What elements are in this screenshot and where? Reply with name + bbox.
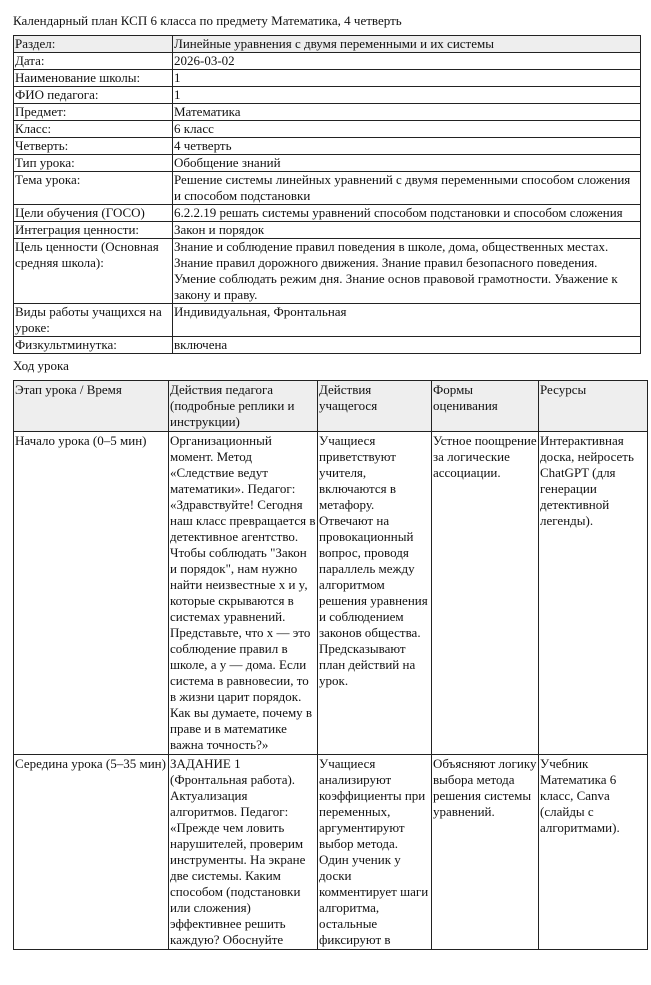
- info-row: [14, 155, 641, 172]
- info-row: [14, 205, 641, 222]
- info-value: Линейные уравнения с двумя переменными и их системы: [173, 36, 641, 53]
- info-label: ФИО педагога:: [14, 87, 173, 104]
- info-row: [14, 36, 641, 53]
- info-value: Закон и порядок: [173, 222, 641, 239]
- info-row: [14, 239, 641, 304]
- info-row: [14, 304, 641, 337]
- plan-cell: Интерактивная доска, нейросеть ChatGPT (для генерации детективной легенды).: [539, 432, 648, 755]
- info-label: Тема урока:: [14, 172, 173, 205]
- info-label: Предмет:: [14, 104, 173, 121]
- info-row: [14, 104, 641, 121]
- info-row: [14, 87, 641, 104]
- plan-cell: Начало урока (0–5 мин): [14, 432, 169, 755]
- info-value: 6 класс: [173, 121, 641, 138]
- info-value: Знание и соблюдение правил поведения в школе, дома, общественных местах. Знание правил дорожного движения. Знание правил безопасного поведения. Умение соблюдать режим дня. Знание основ правовой грамотности. Уважение к закону и праву.: [173, 239, 641, 304]
- info-label: Раздел:: [14, 36, 173, 53]
- info-row: [14, 70, 641, 87]
- info-label: Физкультминутка:: [14, 337, 173, 354]
- plan-cell: ЗАДАНИЕ 1 (Фронтальная работа). Актуализация алгоритмов. Педагог: «Прежде чем ловить нарушителей, проверим инструменты. На экране две системы. Каким способом (подстановки или сложения) эффективнее решить каждую? Обоснуйте: [169, 755, 318, 950]
- info-value: 1: [173, 87, 641, 104]
- plan-row: [14, 432, 648, 755]
- info-value: включена: [173, 337, 641, 354]
- info-label: Интеграция ценности:: [14, 222, 173, 239]
- plan-cell: Устное поощрение за логические ассоциации.: [432, 432, 539, 755]
- plan-column-header: Формы оценивания: [432, 381, 539, 432]
- info-row: [14, 53, 641, 70]
- info-value: Индивидуальная, Фронтальная: [173, 304, 641, 337]
- info-label: Цель ценности (Основная средняя школа):: [14, 239, 173, 304]
- info-row: [14, 121, 641, 138]
- plan-cell: Учащиеся анализируют коэффициенты при переменных, аргументируют выбор метода. Один ученик у доски комментирует шаги алгоритма, остальные фиксируют в: [318, 755, 432, 950]
- lesson-plan-table: [13, 380, 648, 950]
- plan-header-row: [14, 381, 648, 432]
- info-label: Четверть:: [14, 138, 173, 155]
- info-row: [14, 172, 641, 205]
- info-label: Класс:: [14, 121, 173, 138]
- plan-row: [14, 755, 648, 950]
- plan-cell: Середина урока (5–35 мин): [14, 755, 169, 950]
- info-value: 2026-03-02: [173, 53, 641, 70]
- info-value: Математика: [173, 104, 641, 121]
- plan-cell: Учебник Математика 6 класс, Canva (слайды с алгоритмами).: [539, 755, 648, 950]
- info-value: Обобщение знаний: [173, 155, 641, 172]
- info-row: [14, 337, 641, 354]
- document-title: Календарный план КСП 6 класса по предмету Математика, 4 четверть: [13, 13, 402, 28]
- plan-cell: Учащиеся приветствуют учителя, включаются в метафору. Отвечают на провокационный вопрос, проводя параллель между алгоритмом решения уравнения и соблюдением законов общества. Предсказывают план действий на урок.: [318, 432, 432, 755]
- plan-column-header: Действия учащегося: [318, 381, 432, 432]
- info-value: 1: [173, 70, 641, 87]
- plan-cell: Организационный момент. Метод «Следствие ведут математики». Педагог: «Здравствуйте! Сегодня наш класс превращается в детективное агентство. Чтобы соблюдать "Закон и порядок", нам нужно найти неизвестные x и y, которые скрываются в системах уравнений. Представьте, что x — это соблюдение правил в школе, а y — дома. Если система в равновесии, то в жизни царит порядок. Как вы думаете, почему в праве и в математике важна точность?»: [169, 432, 318, 755]
- plan-column-header: Этап урока / Время: [14, 381, 169, 432]
- plan-column-header: Действия педагога (подробные реплики и инструкции): [169, 381, 318, 432]
- info-label: Наименование школы:: [14, 70, 173, 87]
- info-row: [14, 222, 641, 239]
- lesson-info-table: [13, 35, 641, 354]
- info-value: 6.2.2.19 решать системы уравнений способом подстановки и способом сложения: [173, 205, 641, 222]
- info-label: Виды работы учащихся на уроке:: [14, 304, 173, 337]
- info-label: Тип урока:: [14, 155, 173, 172]
- plan-cell: Объясняют логику выбора метода решения системы уравнений.: [432, 755, 539, 950]
- info-label: Цели обучения (ГОСО): [14, 205, 173, 222]
- info-value: 4 четверть: [173, 138, 641, 155]
- info-label: Дата:: [14, 53, 173, 70]
- info-row: [14, 138, 641, 155]
- lesson-flow-label: Ход урока: [13, 358, 69, 373]
- plan-column-header: Ресурсы: [539, 381, 648, 432]
- info-value: Решение системы линейных уравнений с двумя переменными способом сложения и способом подстановки: [173, 172, 641, 205]
